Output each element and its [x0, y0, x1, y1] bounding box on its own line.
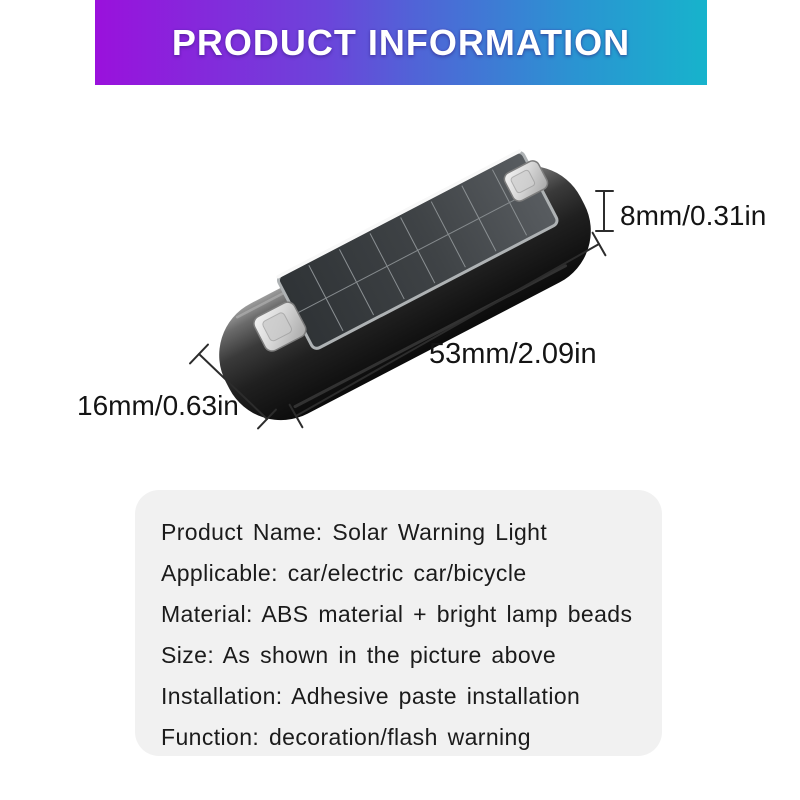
spec-box: [135, 490, 662, 756]
page-title: PRODUCT INFORMATION: [171, 21, 631, 63]
spec-line-installation: Installation: Adhesive paste installation: [161, 683, 581, 709]
solar-warning-light-device: [194, 136, 611, 440]
dimension-height-label: 8mm/0.31in: [620, 200, 767, 231]
spec-line-function: Function: decoration/flash warning: [161, 724, 531, 750]
spec-line-applicable: Applicable: car/electric car/bicycle: [161, 560, 527, 586]
spec-line-material: Material: ABS material + bright lamp beads: [161, 601, 633, 627]
spec-line-size: Size: As shown in the picture above: [161, 642, 557, 668]
spec-line-product-name: Product Name: Solar Warning Light: [161, 519, 548, 545]
dimension-height-line: [596, 191, 613, 231]
dimension-length-label: 53mm/2.09in: [429, 338, 597, 370]
dimension-width-label: 16mm/0.63in: [77, 390, 239, 421]
